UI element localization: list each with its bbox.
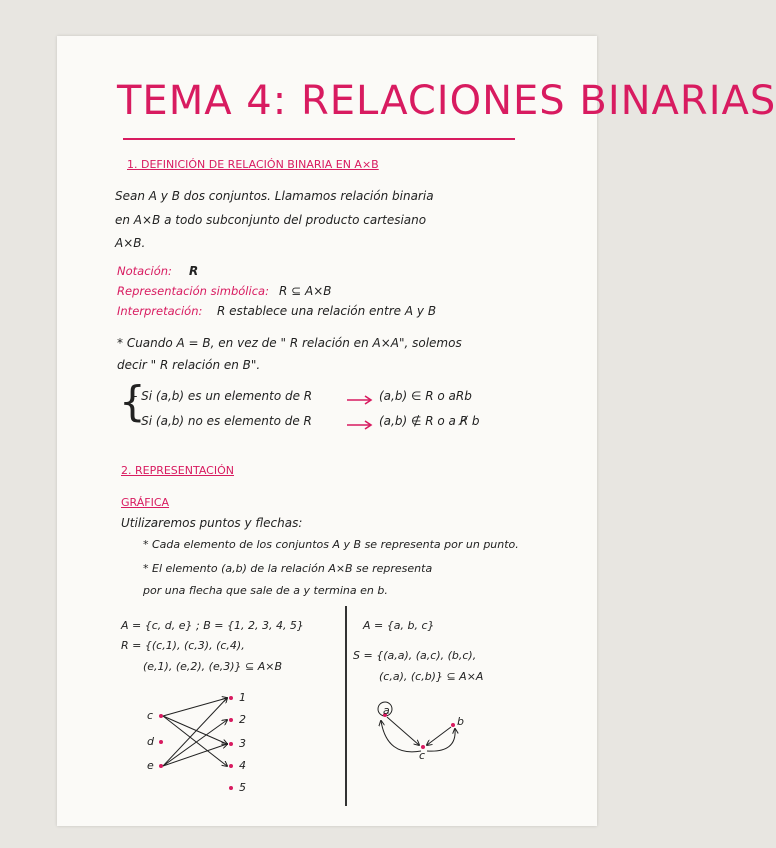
- arrow-icon: [347, 396, 377, 404]
- node-1: [229, 696, 233, 700]
- node-5: [229, 786, 233, 790]
- node-3: [229, 742, 233, 746]
- node-b: [451, 723, 455, 727]
- label-1: 1: [239, 691, 246, 704]
- example-left-rel-1: R = {(c,1), (c,3), (c,4),: [121, 639, 245, 652]
- case-line-1: * Cuando A = B, en vez de " R relación en A×A", solemos: [117, 336, 462, 350]
- section2-heading: 2. REPRESENTACIÓN: [121, 464, 234, 477]
- section1-heading: 1. DEFINICIÓN DE RELACIÓN BINARIA EN A×B: [127, 158, 379, 171]
- example-right-rel-1: S = {(a,a), (a,c), (b,c),: [353, 649, 477, 662]
- relation-graph-right: [367, 691, 487, 771]
- edge-c-a: [381, 721, 421, 752]
- edge-e-3: [163, 744, 227, 766]
- page-title: TEMA 4: RELACIONES BINARIAS: [117, 78, 776, 124]
- example-right-set: A = {a, b, c}: [363, 619, 435, 632]
- title-underline: [123, 138, 515, 140]
- definition-line-1: Sean A y B dos conjuntos. Llamamos relación binaria: [115, 189, 434, 203]
- node-e: [159, 764, 163, 768]
- case-line-2: decir " R relación en B".: [117, 358, 261, 372]
- symbolic-value: R ⊆ A×B: [279, 284, 332, 298]
- label-c: c: [147, 709, 154, 722]
- node-c: [159, 714, 163, 718]
- edge-c-b: [427, 729, 455, 751]
- left-brace: {: [119, 377, 146, 426]
- bullet-2: * El elemento (a,b) de la relación A×B se representa: [143, 562, 433, 575]
- edge-c-1: [163, 698, 227, 716]
- label-3: 3: [239, 737, 246, 750]
- node-4: [229, 764, 233, 768]
- section2-intro: Utilizaremos puntos y flechas:: [121, 516, 303, 530]
- label-2: 2: [239, 713, 246, 726]
- edge-c-3: [163, 716, 227, 744]
- edge-e-1: [163, 698, 227, 766]
- section2-subheading: GRÁFICA: [121, 496, 170, 509]
- rule-2-right: (a,b) ∉ R o a R̸ b: [379, 414, 480, 428]
- example-right-rel-2: (c,a), (c,b)} ⊆ A×A: [379, 670, 484, 683]
- label-d: d: [147, 735, 154, 748]
- notation-value: R: [189, 264, 199, 278]
- definition-line-2: en A×B a todo subconjunto del producto cartesiano: [115, 213, 427, 227]
- label-5: 5: [239, 781, 246, 794]
- interpretation-value: R establece una relación entre A y B: [217, 304, 437, 318]
- notebook-page: [57, 36, 776, 826]
- rule-2-left: - Si (a,b) no es elemento de R: [133, 414, 312, 428]
- bullet-1: * Cada elemento de los conjuntos A y B se representa por un punto.: [143, 538, 519, 551]
- label-c-right: c: [419, 749, 426, 762]
- notation-label: Notación:: [117, 264, 172, 278]
- column-divider: [345, 606, 347, 806]
- definition-line-3: A×B.: [115, 236, 146, 250]
- arrow-icon: [347, 421, 377, 429]
- label-a: a: [383, 704, 390, 717]
- interpretation-label: Interpretación:: [117, 304, 203, 318]
- example-left-sets: A = {c, d, e} ; B = {1, 2, 3, 4, 5}: [121, 619, 304, 632]
- rule-1-left: - Si (a,b) es un elemento de R: [133, 389, 313, 403]
- node-d: [159, 740, 163, 744]
- bullet-2-cont: por una flecha que sale de a y termina en b.: [143, 584, 388, 597]
- rule-1-right: (a,b) ∈ R o aRb: [379, 389, 472, 403]
- edge-b-c: [427, 727, 451, 745]
- label-e: e: [147, 759, 154, 772]
- symbolic-label: Representación simbólica:: [117, 284, 269, 298]
- label-4: 4: [239, 759, 246, 772]
- edge-a-c: [387, 717, 419, 745]
- example-left-rel-2: (e,1), (e,2), (e,3)} ⊆ A×B: [143, 660, 283, 673]
- label-b: b: [457, 715, 464, 728]
- node-2: [229, 718, 233, 722]
